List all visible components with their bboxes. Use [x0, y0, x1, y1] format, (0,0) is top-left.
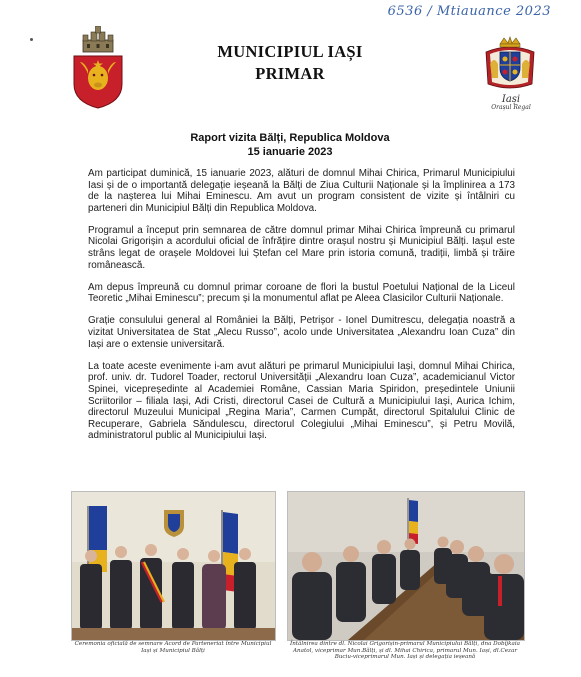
header-office-title: PRIMAR — [255, 64, 325, 83]
paragraph-delegation-members: La toate aceste evenimente i-am avut alături pe primarul Municipiului Iași, domnul Mihai Chirica, prof. univ. dr. Tudorel Toader, rectorul Universității „Alexandru Ioan Cuza”, academicianul Victor Spinei, vicepreședinte al Academiei Române, Cassian Maria Spiridon, președintele Uniunii Scriitorilor – filiala Iași, Adi Cristi, directorul Casei de Cultură a Municipiului Iași, Aurica Ichim, directorul Muzeului Municipal „Regina Maria”, Carmen Cumpăt, directorul Spitalului Clinic de Recuperare, Gabriela Săndulescu, directorul Colegiului „Mihai Eminescu”, și Petru Movilă, administratorul public al Municipiului Iași. — [88, 360, 515, 442]
emblem-caption — [481, 94, 541, 111]
paragraph-wreath-ceremony: Am depus împreună cu domnul primar coroane de flori la bustul Poetului Național de la Liceul Teoretic „Mihai Eminescu”; precum și la monumentul aflat pe Aleea Clasicilor Culturii Naționale. — [88, 281, 515, 305]
report-title: Raport vizita Bălți, Republica Moldova — [190, 132, 390, 144]
report-date: 15 ianuarie 2023 — [247, 146, 333, 158]
header-municipality-title: MUNICIPIUL IAȘI — [217, 42, 363, 61]
paragraph-visit-intro: Am participat duminică, 15 ianuarie 2023, alături de domnul Mihai Chirica, Primarul Municipiului Iasi și de o importantă delegație ieșeană la Bălți de Ziua Culturii Naționale și la împlinirea a 173 de la nașterea lui Mihai Eminescu. Am avut un program consistent de vizite și întâlniri cu parteneri din Municipiul Bălți din Republica Moldova. — [88, 168, 515, 214]
meeting-photo-caption: Întâlnirea dintre dl. Nicolai Grigorișin-primarul Municipiului Bălți, dna Dobîjkaia Anatol, viceprimar Mun.Bălți, și dl. Mihai Chirica, primarul Mun. Iași, dl.Cezar Buciu-viceprimarul Mun. Iași și delegația ieșeană — [290, 641, 520, 661]
margin-dot — [30, 38, 33, 41]
signing-photo-caption: Ceremonia oficială de semnare Acord de Parteneriat între Municipiul Iași și Municipiul Bălți — [74, 641, 272, 654]
emblem-city-name: Iași — [501, 94, 521, 105]
report-body — [88, 168, 515, 452]
paragraph-twinning-agreement: Programul a început prin semnarea de către domnul primar Mihai Chirica împreună cu primarul Nicolai Grigorișin a acordului oficial de înfrățire dintre orașul nostru și Municipiul Bălți. Iașul este strâns legat de orașele Moldovei lui Ștefan cel Mare prin istoria comună, tradiții, limbă și trăire românească. — [88, 224, 515, 271]
signing-ceremony-photo — [71, 491, 276, 641]
iasi-coat-of-arms-icon — [72, 26, 124, 110]
meeting-table-photo — [287, 491, 525, 641]
handwritten-registration-note: 6536 / Mtiauance 2023 — [387, 4, 551, 19]
emblem-motto: Orașul Regal — [491, 104, 531, 111]
paragraph-university-visit: Grație consulului general al României la Bălți, Petrișor - Ionel Dumitrescu, delegația noastră a vizitat Universitatea de Stat „Alecu Russo”, acolo unde Universitatea „Alexandru Ioan Cuza” din Iași are o extensie universitară. — [88, 315, 515, 350]
